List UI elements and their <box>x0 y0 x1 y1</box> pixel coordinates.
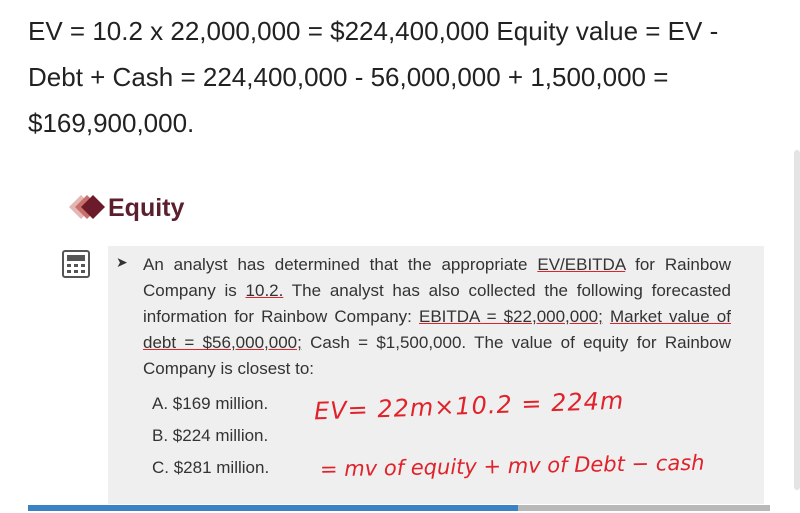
debt-text: Market value of debt = $56,000,000; <box>143 307 731 352</box>
option-a[interactable]: A. $169 million. <box>152 394 269 413</box>
question-card <box>28 170 770 513</box>
question-mid2: The analyst has also collected the following forecasted information for Rainbow Company: <box>143 281 731 326</box>
question-mid1: for Rainbow Company is <box>143 255 732 300</box>
question-rest: Cash = $1,500,000. The value of equity for Rainbow Company is closest to: <box>143 333 731 378</box>
multiple-text: 10.2. <box>245 281 284 300</box>
option-b[interactable]: B. $224 million. <box>152 426 269 445</box>
ebitda-text: EBITDA = $22,000,000; <box>419 307 603 326</box>
question-panel <box>108 246 764 504</box>
diamond-logo-icon <box>54 192 114 222</box>
card-heading: Equity <box>108 194 185 222</box>
metric-text: EV/EBITDA <box>537 255 626 274</box>
answer-text: EV = 10.2 x 22,000,000 = $224,400,000 Equity value = EV - Debt + Cash = 224,400,000 - 56,000,000 + 1,500,000 = $169,900,000. <box>28 16 719 138</box>
option-c[interactable]: C. $281 million. <box>152 458 270 477</box>
handwritten-ev-formula: = mv of equity + mv of Debt − cash <box>319 450 705 482</box>
calculator-icon <box>62 250 90 278</box>
arrow-bullet-icon: ➤ <box>116 254 128 270</box>
handwritten-ev-calc: EV= 22m×10.2 = 224m <box>313 386 625 426</box>
question-intro: An analyst has determined that the appropriate <box>143 255 538 274</box>
question-text <box>143 252 731 382</box>
progress-bar-track <box>518 505 770 511</box>
scrollbar[interactable] <box>794 150 800 490</box>
